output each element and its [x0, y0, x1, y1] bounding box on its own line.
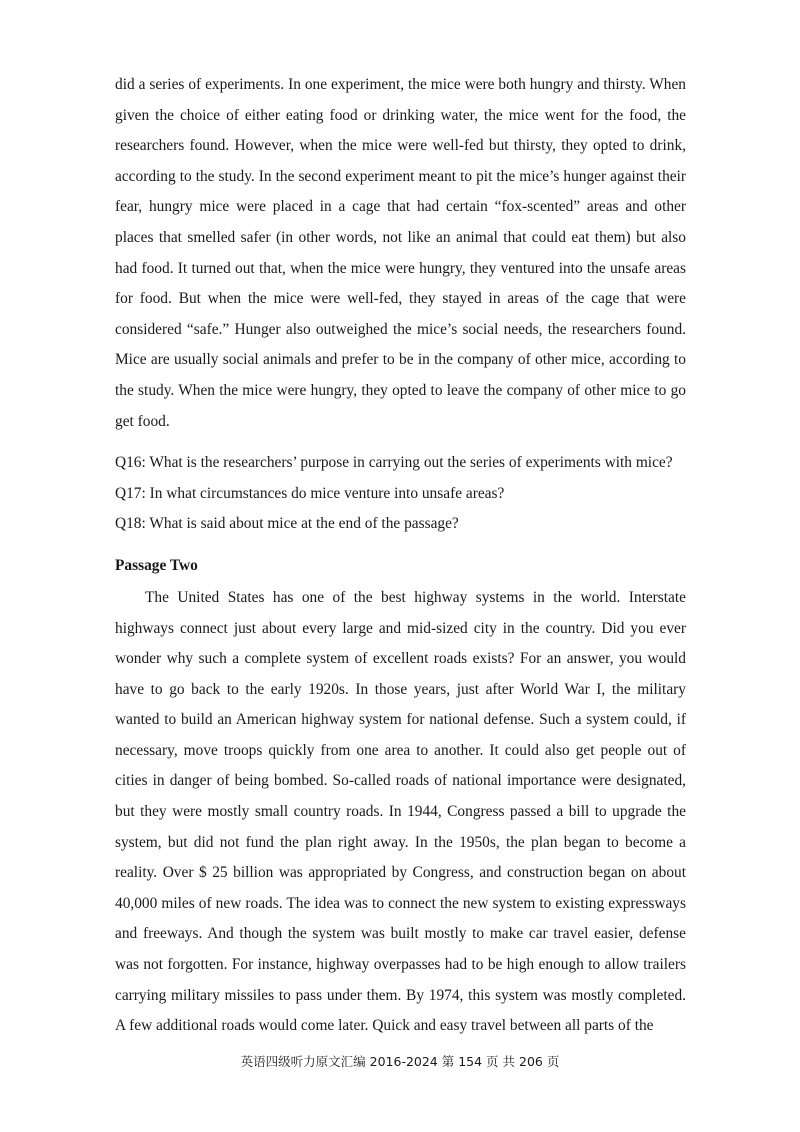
question-16: Q16: What is the researchers’ purpose in carrying out the series of experiments with mice? — [115, 454, 673, 472]
document-page — [115, 70, 686, 1042]
passage-two-heading: Passage Two — [115, 556, 198, 574]
question-list — [115, 448, 686, 540]
page-footer: 英语四级听力原文汇编 2016-2024 第 154 页 共 206 页 — [240, 1054, 560, 1069]
question-18: Q18: What is said about mice at the end of the passage? — [115, 515, 459, 533]
passage-one-paragraph: did a series of experiments. In one experiment, the mice were both hungry and thirsty. When given the choice of either eating food or drinking water, the mice went for the food, the researchers found. However, when the mice were well-fed but thirsty, they opted to drink, according to the study. In the second experiment meant to pit the mice’s hunger against their fear, hungry mice were placed in a cage that had certain “fox-scented” areas and other places that smelled safer (in other words, not like an animal that could eat them) but also had food. It turned out that, when the mice were hungry, they ventured into the unsafe areas for food. But when the mice were well-fed, they stayed in areas of the cage that were considered “safe.” Hunger also outweighed the mice’s social needs, the researchers found. Mice are usually social animals and prefer to be in the company of other mice, according to the study. When the mice were hungry, they opted to leave the company of other mice to go get food. — [115, 76, 686, 430]
passage-two-paragraph: The United States has one of the best highway systems in the world. Interstate highways connect just about every large and mid-sized city in the country. Did you ever wonder why such a complete system of excellent roads exists? For an answer, you would have to go back to the early 1920s. In those years, just after World War I, the military wanted to build an American highway system for national defense. Such a system could, if necessary, move troops quickly from one area to another. It could also get people out of cities in danger of being bombed. So-called roads of national importance were designated, but they were mostly small country roads. In 1944, Congress passed a bill to upgrade the system, but did not fund the plan right away. In the 1950s, the plan began to become a reality. Over $ 25 billion was appropriated by Congress, and construction began on about 40,000 miles of new roads. The idea was to connect the new system to existing expressways and freeways. And though the system was built mostly to make car travel easier, defense was not forgotten. For instance, highway overpasses had to be high enough to allow trailers carrying military missiles to pass under them. By 1974, this system was mostly completed. A few additional roads would come later. Quick and easy travel between all parts of the — [115, 588, 686, 1035]
question-17: Q17: In what circumstances do mice venture into unsafe areas? — [115, 484, 505, 502]
